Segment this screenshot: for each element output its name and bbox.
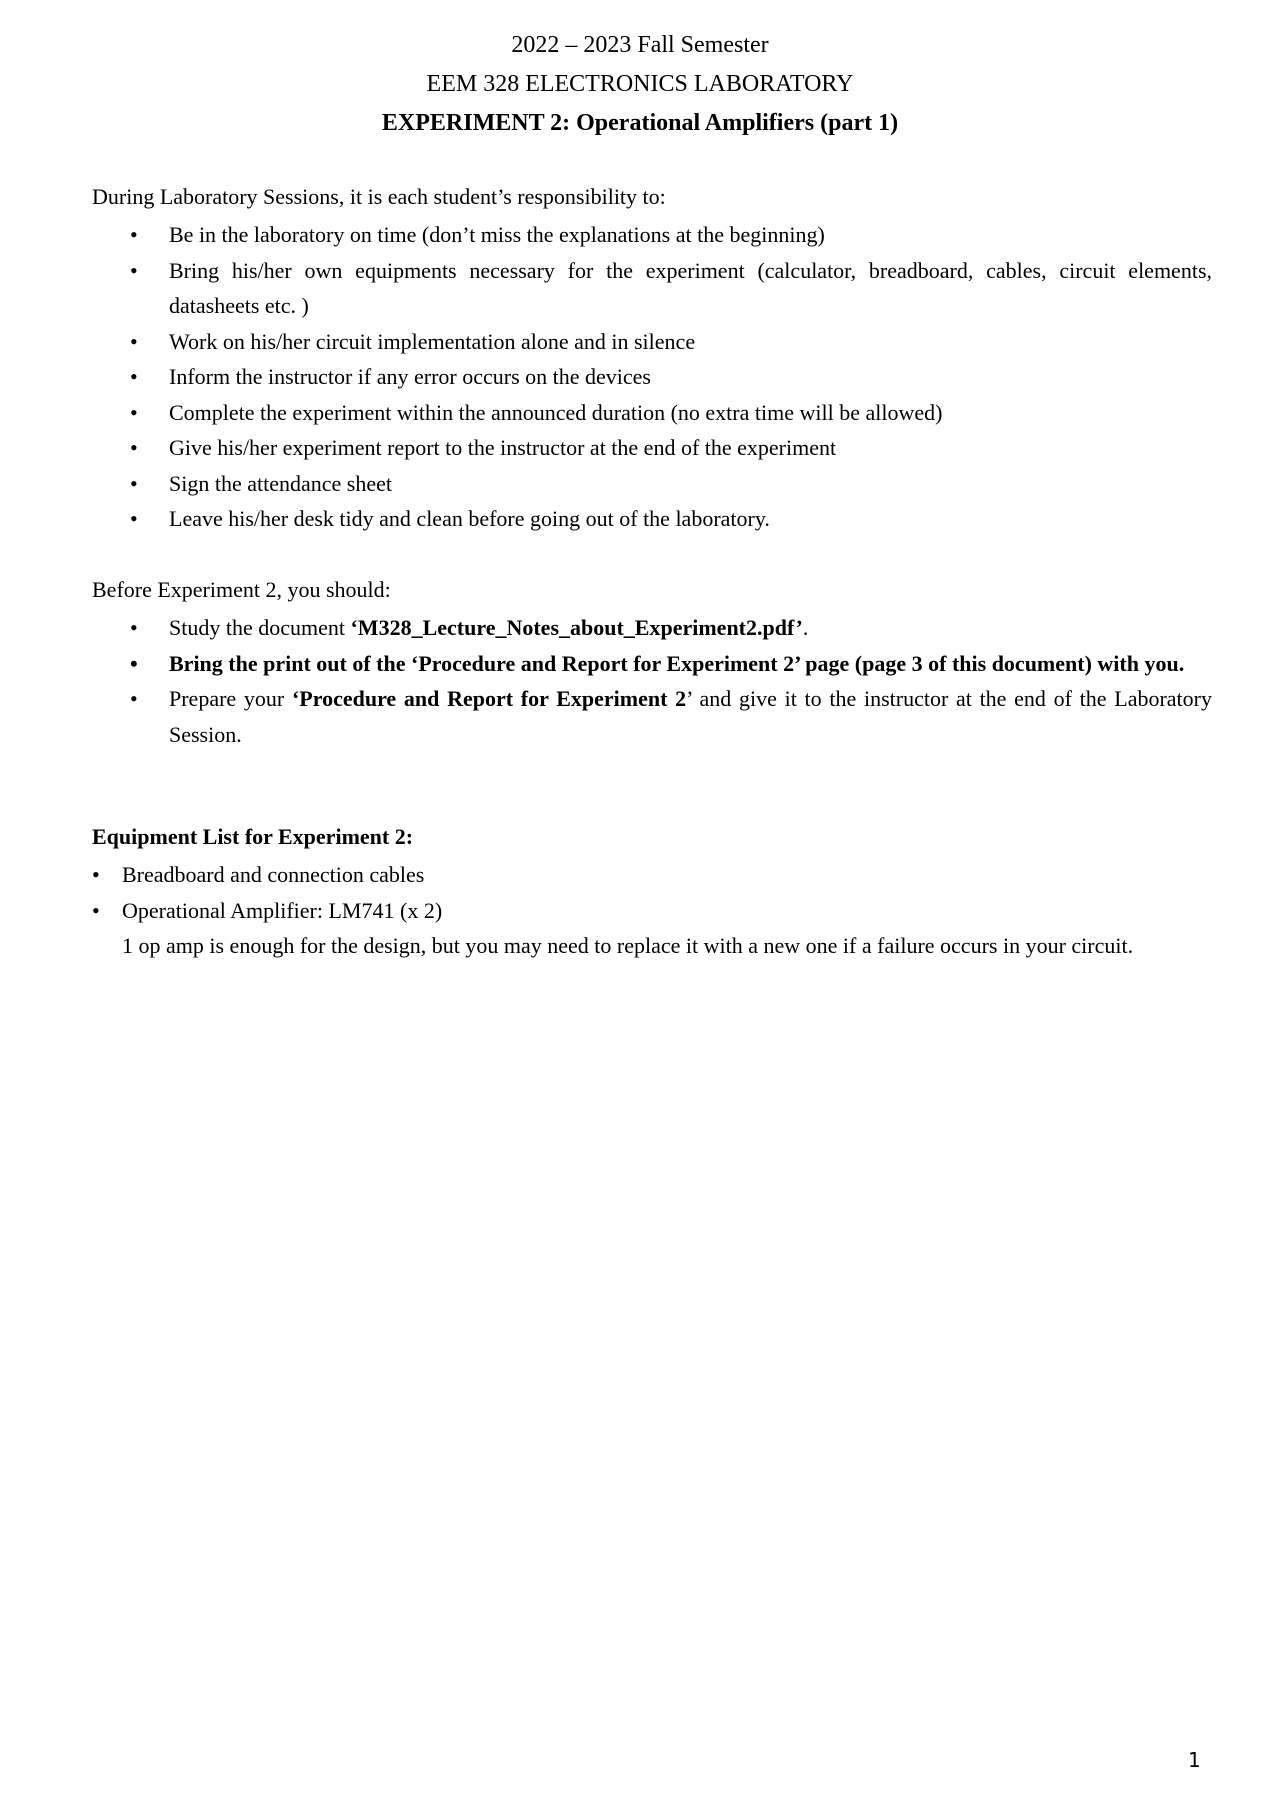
page-number: 1: [1188, 1748, 1201, 1772]
bullet-icon: •: [130, 222, 138, 247]
list-item-text: Be in the laboratory on time (don’t miss the explanations at the beginning): [169, 222, 825, 247]
responsibilities-list: [92, 217, 1212, 537]
bring-printout-text: Bring the print out of the ‘Procedure and Report for Experiment 2’ page (page 3 of this document) with you.: [169, 650, 1185, 676]
bullet-icon: •: [130, 686, 138, 711]
list-item: [92, 681, 1212, 752]
bullet-icon: •: [130, 399, 138, 425]
list-item-text: Operational Amplifier: LM741 (x 2): [122, 897, 443, 923]
bullet-icon: •: [130, 470, 138, 496]
prepare-prefix: Prepare your: [169, 686, 292, 711]
list-item: [92, 610, 1212, 646]
before-intro: Before Experiment 2, you should:: [92, 577, 391, 602]
list-item: [92, 646, 1212, 682]
list-item-text: Leave his/her desk tidy and clean before going out of the laboratory.: [169, 506, 770, 531]
bullet-icon: •: [130, 257, 138, 283]
bullet-icon: •: [130, 328, 138, 354]
list-item: [92, 501, 1212, 537]
responsibilities-intro: During Laboratory Sessions, it is each student’s responsibility to:: [92, 184, 666, 209]
bullet-icon: •: [130, 615, 138, 640]
semester-line: 2022 – 2023 Fall Semester: [511, 32, 769, 58]
before-list: [92, 610, 1212, 752]
prepare-suffix: ’ and give it to the instructor at the end of the Laboratory Session.: [169, 686, 1212, 747]
list-item-text: Work on his/her circuit implementation alone and in silence: [169, 328, 696, 354]
list-item-text: Sign the attendance sheet: [169, 470, 392, 496]
list-item: [92, 217, 1212, 253]
list-item: [92, 395, 1212, 431]
list-item-text: Breadboard and connection cables: [122, 862, 425, 887]
list-item-text: Inform the instructor if any error occurs on the devices: [169, 364, 651, 389]
bullet-icon: •: [92, 897, 100, 923]
list-item: [92, 430, 1212, 466]
responsibilities-section: [92, 182, 1212, 537]
list-item-text: Complete the experiment within the announced duration (no extra time will be allowed): [169, 399, 943, 425]
equipment-note: 1 op amp is enough for the design, but you may need to replace it with a new one if a failure occurs in your circuit.: [122, 933, 1134, 958]
before-experiment-section: [92, 575, 1212, 752]
list-item-text: Give his/her experiment report to the instructor at the end of the experiment: [169, 435, 837, 460]
list-item: [92, 893, 1212, 929]
experiment-title: EXPERIMENT 2: Operational Amplifiers (part 1): [381, 110, 899, 136]
procedure-report-title: ‘Procedure and Report for Experiment 2: [291, 686, 687, 711]
bullet-icon: •: [92, 862, 100, 887]
list-item: [92, 324, 1212, 360]
bullet-icon: •: [130, 650, 138, 676]
equipment-title: Equipment List for Experiment 2:: [92, 824, 414, 849]
bullet-icon: •: [130, 506, 138, 531]
list-item: [92, 857, 1212, 893]
list-item: [92, 466, 1212, 502]
course-title: EEM 328 ELECTRONICS LABORATORY: [426, 71, 854, 97]
study-suffix: .: [802, 615, 809, 640]
equipment-section: [92, 822, 1212, 964]
lecture-notes-filename: ‘M328_Lecture_Notes_about_Experiment2.pdf’: [350, 615, 803, 640]
equipment-list: [92, 857, 1212, 928]
list-item: [92, 359, 1212, 395]
bullet-icon: •: [130, 435, 138, 460]
list-item: [92, 253, 1212, 324]
document-header: [0, 26, 1280, 143]
study-prefix: Study the document: [169, 615, 351, 640]
bullet-icon: •: [130, 364, 138, 389]
list-item-text: Bring his/her own equipments necessary for the experiment (calculator, breadboard, cables, circuit elements, datasheets etc. ): [169, 257, 1212, 318]
